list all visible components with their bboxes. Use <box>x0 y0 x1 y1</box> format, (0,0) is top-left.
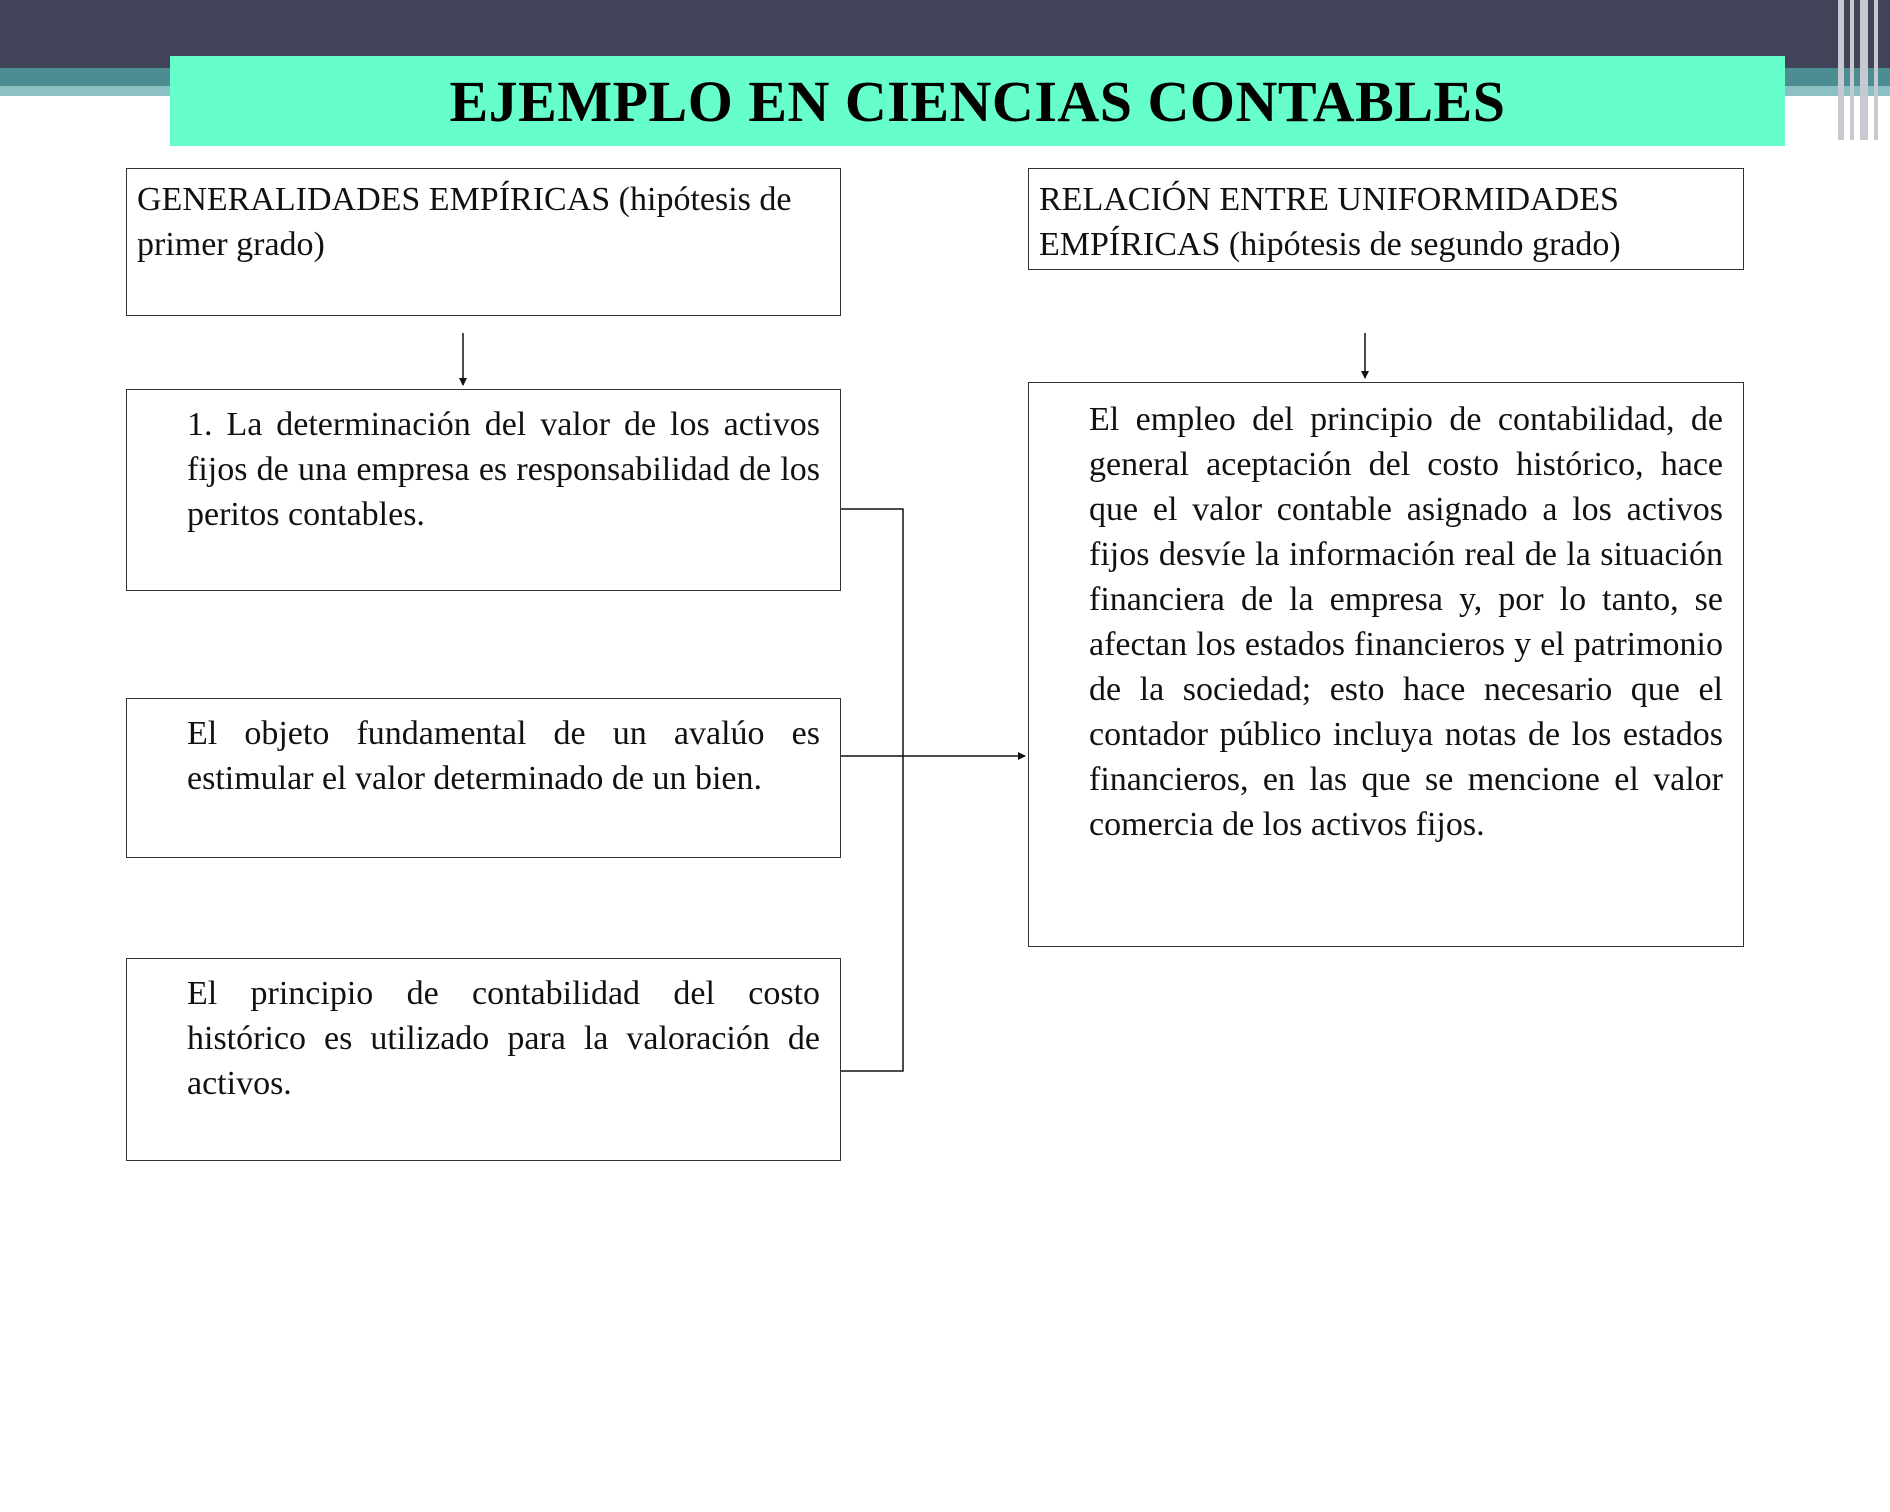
right-item-box <box>1028 382 1744 947</box>
title-banner <box>170 56 1785 146</box>
decorative-line <box>1838 0 1844 140</box>
left-header-text: GENERALIDADES EMPÍRICAS (hipótesis de primer grado) <box>137 181 792 263</box>
left-header-box <box>126 168 841 316</box>
left-item-box <box>126 698 841 858</box>
page-title: EJEMPLO EN CIENCIAS CONTABLES <box>449 68 1506 134</box>
bracket-connector <box>841 509 903 1071</box>
left-item-text: El principio de contabilidad del costo histórico es utilizado para la valoración de activos. <box>187 975 820 1102</box>
decorative-line <box>1850 0 1854 140</box>
left-item-box <box>126 389 841 591</box>
decorative-line <box>1860 0 1868 140</box>
left-item-text: El objeto fundamental de un avalúo es estimular el valor determinado de un bien. <box>187 715 820 797</box>
right-header-box <box>1028 168 1744 270</box>
left-item-text: 1. La determinación del valor de los activos fijos de una empresa es responsabilidad de los peritos contables. <box>187 406 820 533</box>
left-item-box <box>126 958 841 1161</box>
decorative-line <box>1874 0 1878 140</box>
right-item-text: El empleo del principio de contabilidad, de general aceptación del costo histórico, hace que el valor contable asignado a los activos fijos desvíe la información real de la situación financiera de la empresa y, por lo tanto, se afectan los estados financieros y el patrimonio de la sociedad; esto hace necesario que el contador público incluya notas de los estados financieros, en las que se mencione el valor comercia de los activos fijos. <box>1089 401 1723 843</box>
right-header-text: RELACIÓN ENTRE UNIFORMIDADES EMPÍRICAS (hipótesis de segundo grado) <box>1039 181 1621 263</box>
